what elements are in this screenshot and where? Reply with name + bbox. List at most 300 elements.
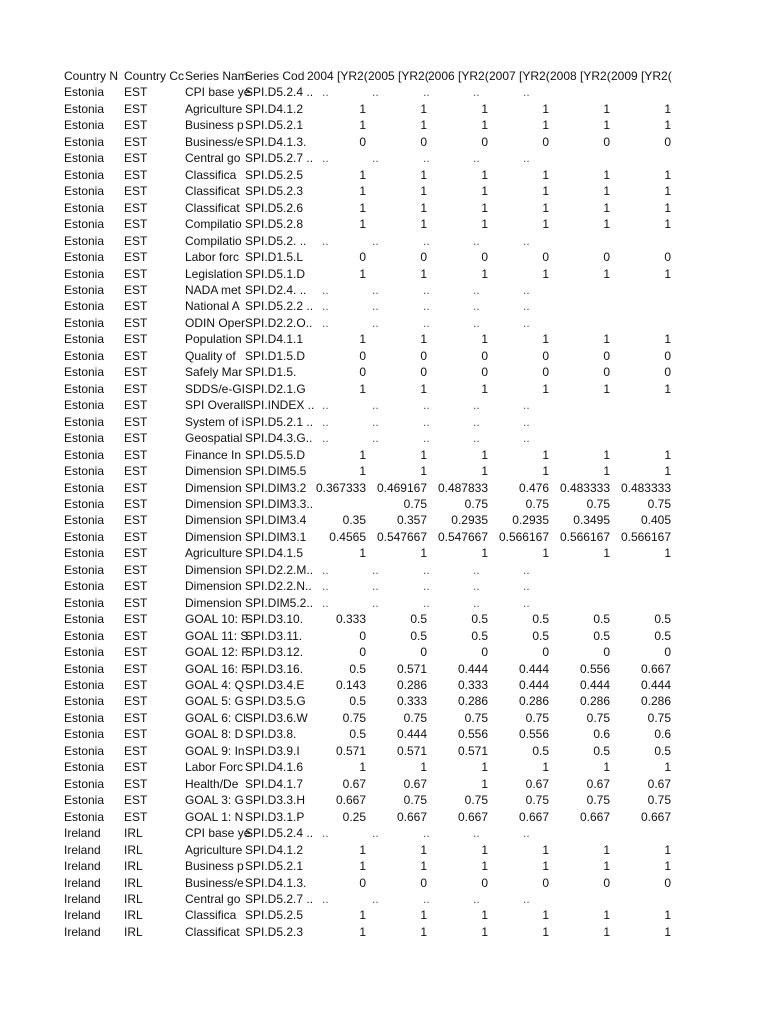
value-cell: 0 [359,365,366,380]
value-cell: 0.5 [349,661,366,676]
country-name-cell: Estonia [64,332,105,347]
value-cell: 1 [481,101,488,116]
missing-value-cell: .. [473,431,480,446]
missing-value-cell: .. [523,315,530,330]
value-cell: 1 [664,546,671,561]
value-cell: 1 [664,332,671,347]
missing-value-cell: .. [372,562,379,577]
country-code-cell: EST [124,365,148,380]
table-row [0,150,768,166]
value-cell: 0 [359,134,366,149]
value-cell: 1 [359,217,366,232]
value-cell: 1 [420,908,427,923]
value-cell: 1 [420,167,427,182]
series-name-cell: Dimension [185,464,242,479]
value-cell: 0.286 [518,694,549,709]
value-cell: 0.2935 [451,513,488,528]
value-cell: 1 [359,101,366,116]
value-cell: 0 [664,365,671,380]
country-name-cell: Estonia [64,266,105,281]
value-cell: 1 [481,217,488,232]
value-cell: 0.75 [525,496,549,511]
value-cell: 1 [603,546,610,561]
series-name-cell: Population [185,332,242,347]
table-row [0,331,768,347]
series-code-cell: SPI.D2.1.G [245,381,306,396]
value-cell: 0.6 [654,727,671,742]
series-code-cell: SPI.D4.1.1 [245,332,304,347]
country-name-cell: Estonia [64,381,105,396]
series-code-cell: SPI.D1.5. [245,365,297,380]
series-name-cell: GOAL 6: Cl [185,710,246,725]
value-cell: 1 [481,184,488,199]
table-row [0,578,768,594]
value-cell: 1 [603,908,610,923]
value-cell: 0.75 [525,793,549,808]
value-cell: 0.143 [335,678,366,693]
value-cell: 0.35 [342,513,366,528]
series-code-cell: SPI.D1.5.D [245,348,306,363]
column-header: Series Nam [185,69,248,83]
missing-value-cell: .. [423,431,430,446]
value-cell: 0.5 [593,743,610,758]
series-code-cell: SPI.DIM5.2.. [245,595,314,610]
missing-value-cell: .. [423,299,430,314]
value-cell: 0 [420,365,427,380]
value-cell: 0.667 [640,809,671,824]
table-row [0,134,768,150]
series-code-cell: SPI.D2.4. .. [245,282,307,297]
missing-value-cell: .. [322,595,329,610]
value-cell: 0 [664,875,671,890]
value-cell: 0 [481,250,488,265]
value-cell: 1 [420,332,427,347]
country-code-cell: EST [124,101,148,116]
value-cell: 1 [359,447,366,462]
value-cell: 1 [664,217,671,232]
missing-value-cell: .. [372,595,379,610]
value-cell: 1 [420,118,427,133]
value-cell: 0 [359,645,366,660]
series-code-cell: SPI.D3.3.H [245,793,306,808]
value-cell: 0 [603,134,610,149]
series-code-cell: SPI.DIM3.2 [245,480,307,495]
value-cell: 0.5 [349,727,366,742]
missing-value-cell: .. [523,826,530,841]
value-cell: 1 [664,266,671,281]
missing-value-cell: .. [372,151,379,166]
value-cell: 0.444 [579,678,610,693]
value-cell: 0 [359,875,366,890]
value-cell: 1 [603,332,610,347]
value-cell: 1 [542,381,549,396]
series-name-cell: Business/e [185,875,244,890]
country-name-cell: Estonia [64,710,105,725]
value-cell: 0.67 [647,776,671,791]
missing-value-cell: .. [523,579,530,594]
column-header: 2007 [YR2( [489,69,550,83]
country-name-cell: Estonia [64,480,105,495]
country-code-cell: EST [124,167,148,182]
value-cell: 1 [542,184,549,199]
value-cell: 0.483333 [620,480,671,495]
value-cell: 0 [542,365,549,380]
country-code-cell: EST [124,381,148,396]
value-cell: 0.75 [403,710,427,725]
value-cell: 0.571 [457,743,488,758]
value-cell: 1 [481,908,488,923]
series-name-cell: GOAL 8: D [185,727,244,742]
value-cell: 0 [481,875,488,890]
country-code-cell: EST [124,546,148,561]
country-code-cell: EST [124,414,148,429]
country-code-cell: EST [124,134,148,149]
value-cell: 0.286 [640,694,671,709]
value-cell: 0.75 [586,710,610,725]
value-cell: 1 [420,200,427,215]
value-cell: 0 [542,134,549,149]
series-code-cell: SPI.D5.2.3 [245,924,304,939]
series-code-cell: SPI.D3.12. [245,645,304,660]
country-code-cell: EST [124,233,148,248]
value-cell: 0.67 [342,776,366,791]
value-cell: 0 [481,134,488,149]
country-name-cell: Estonia [64,595,105,610]
value-cell: 0.667 [579,809,610,824]
missing-value-cell: .. [523,595,530,610]
value-cell: 0.286 [457,694,488,709]
series-code-cell: SPI.D5.2.5 [245,908,304,923]
column-header: 2005 [YR2( [368,69,429,83]
value-cell: 1 [359,381,366,396]
value-cell: 1 [603,381,610,396]
series-name-cell: Dimension [185,579,242,594]
missing-value-cell: .. [372,233,379,248]
value-cell: 1 [542,859,549,874]
missing-value-cell: .. [423,892,430,906]
missing-value-cell: .. [322,579,329,594]
table-row [0,216,768,232]
country-name-cell: Estonia [64,464,105,479]
value-cell: 0.75 [403,793,427,808]
value-cell: 1 [420,101,427,116]
value-cell: 0.571 [396,743,427,758]
series-name-cell: Labor forc [185,250,240,265]
table-row [0,480,768,496]
country-name-cell: Estonia [64,562,105,577]
series-code-cell: SPI.D3.9.I [245,743,300,758]
series-code-cell: SPI.DIM5.5 [245,464,307,479]
series-code-cell: SPI.D4.1.5 [245,546,304,561]
value-cell: 0.357 [396,513,427,528]
country-name-cell: Estonia [64,612,105,627]
country-name-cell: Estonia [64,431,105,446]
series-name-cell: Dimension [185,595,242,610]
value-cell: 0.444 [640,678,671,693]
table-row [0,842,768,858]
country-code-cell: EST [124,727,148,742]
missing-value-cell: .. [322,151,329,166]
column-header: Country N [64,69,119,83]
value-cell: 0.75 [586,793,610,808]
country-name-cell: Ireland [64,859,101,874]
missing-value-cell: .. [423,398,430,413]
value-cell: 0.5 [654,612,671,627]
value-cell: 0.67 [403,776,427,791]
series-code-cell: SPI.D5.2.1 [245,859,304,874]
country-code-cell: EST [124,612,148,627]
series-name-cell: GOAL 1: N [185,809,244,824]
series-code-cell: SPI.D3.16. [245,661,304,676]
missing-value-cell: .. [322,562,329,577]
table-row [0,381,768,397]
series-code-cell: SPI.D3.11. [245,628,303,643]
missing-value-cell: .. [523,892,530,906]
series-name-cell: Classifica [185,908,237,923]
country-code-cell: EST [124,266,148,281]
series-code-cell: SPI.D5.2.1 [245,118,304,133]
country-code-cell: IRL [124,826,143,841]
value-cell: 0.333 [396,694,427,709]
country-name-cell: Estonia [64,776,105,791]
country-name-cell: Estonia [64,167,105,182]
value-cell: 0 [603,348,610,363]
value-cell: 0 [542,250,549,265]
value-cell: 1 [542,924,549,939]
header-row [0,68,768,84]
table-row [0,759,768,775]
country-name-cell: Estonia [64,118,105,133]
value-cell: 1 [481,447,488,462]
table-row [0,545,768,561]
value-cell: 1 [481,859,488,874]
country-name-cell: Estonia [64,282,105,297]
value-cell: 0.667 [396,809,427,824]
value-cell: 1 [481,760,488,775]
series-name-cell: Business p [185,859,244,874]
country-code-cell: EST [124,678,148,693]
table-row [0,907,768,923]
value-cell: 1 [481,167,488,182]
value-cell: 1 [542,266,549,281]
value-cell: 0 [359,348,366,363]
value-cell: 1 [542,217,549,232]
series-name-cell: Health/De [185,776,239,791]
series-code-cell: SPI.DIM3.4 [245,513,307,528]
missing-value-cell: .. [523,299,530,314]
country-code-cell: EST [124,398,148,413]
missing-value-cell: .. [322,431,329,446]
value-cell: 1 [542,332,549,347]
value-cell: 1 [359,464,366,479]
country-code-cell: EST [124,628,148,643]
series-name-cell: GOAL 5: G [185,694,244,709]
value-cell: 0.444 [457,661,488,676]
value-cell: 1 [481,118,488,133]
series-name-cell: Classificat [185,200,240,215]
country-code-cell: EST [124,694,148,709]
country-code-cell: EST [124,151,148,166]
country-code-cell: IRL [124,859,143,874]
series-name-cell: Geospatial [185,431,243,446]
missing-value-cell: .. [473,151,480,166]
series-code-cell: SPI.D4.1.6 [245,760,304,775]
series-name-cell: ODIN Oper [185,315,246,330]
series-code-cell: SPI.D5.5.D [245,447,306,462]
series-name-cell: Legislation [185,266,243,281]
missing-value-cell: .. [523,151,530,166]
country-name-cell: Estonia [64,793,105,808]
value-cell: 1 [664,924,671,939]
value-cell: 0.556 [518,727,549,742]
value-cell: 1 [359,266,366,281]
value-cell: 1 [359,546,366,561]
value-cell: 0.5 [593,612,610,627]
value-cell: 0.556 [579,661,610,676]
missing-value-cell: .. [372,282,379,297]
value-cell: 1 [542,760,549,775]
value-cell: 0.667 [640,661,671,676]
country-name-cell: Estonia [64,809,105,824]
value-cell: 0.75 [464,496,488,511]
country-name-cell: Estonia [64,760,105,775]
value-cell: 1 [359,184,366,199]
series-code-cell: SPI.D5.2.3 [245,184,304,199]
value-cell: 0.75 [586,496,610,511]
value-cell: 1 [603,217,610,232]
value-cell: 0.571 [396,661,427,676]
value-cell: 1 [664,760,671,775]
country-name-cell: Estonia [64,200,105,215]
missing-value-cell: .. [523,398,530,413]
country-code-cell: EST [124,431,148,446]
table-row [0,101,768,117]
value-cell: 1 [603,924,610,939]
country-code-cell: EST [124,118,148,133]
table-row [0,924,768,940]
country-name-cell: Estonia [64,546,105,561]
table-row [0,298,768,314]
value-cell: 1 [664,118,671,133]
country-code-cell: EST [124,595,148,610]
country-code-cell: EST [124,562,148,577]
missing-value-cell: .. [322,282,329,297]
series-name-cell: Agriculture [185,101,243,116]
missing-value-cell: .. [322,398,329,413]
missing-value-cell: .. [523,282,530,297]
series-name-cell: Compilatio [185,217,242,232]
missing-value-cell: .. [473,595,480,610]
value-cell: 1 [481,381,488,396]
country-code-cell: EST [124,579,148,594]
country-name-cell: Estonia [64,250,105,265]
value-cell: 0 [420,250,427,265]
value-cell: 0 [603,645,610,660]
series-name-cell: NADA met [185,282,242,297]
missing-value-cell: .. [473,826,480,841]
series-name-cell: Classificat [185,924,240,939]
table-row [0,776,768,792]
country-code-cell: EST [124,348,148,363]
country-name-cell: Estonia [64,101,105,116]
table-row [0,200,768,216]
value-cell: 0.566167 [498,529,549,544]
table-row [0,364,768,380]
value-cell: 1 [664,859,671,874]
value-cell: 0.566167 [559,529,610,544]
table-row [0,282,768,298]
missing-value-cell: .. [372,826,379,841]
table-row [0,414,768,430]
table-row [0,84,768,100]
country-code-cell: IRL [124,842,143,857]
table-row [0,496,768,512]
value-cell: 0 [481,348,488,363]
missing-value-cell: .. [372,85,379,100]
series-name-cell: System of i [185,414,245,429]
value-cell: 1 [542,200,549,215]
country-code-cell: EST [124,250,148,265]
value-cell: 1 [481,546,488,561]
value-cell: 0.75 [403,496,427,511]
column-header: 2004 [YR2( [307,69,368,83]
missing-value-cell: .. [322,299,329,314]
value-cell: 1 [664,167,671,182]
series-code-cell: SPI.D4.1.2 [245,842,304,857]
value-cell: 0.444 [518,661,549,676]
series-name-cell: Agriculture [185,546,243,561]
value-cell: 1 [603,842,610,857]
value-cell: 1 [542,447,549,462]
missing-value-cell: .. [423,826,430,841]
table-row [0,512,768,528]
value-cell: 1 [603,200,610,215]
value-cell: 1 [420,760,427,775]
missing-value-cell: .. [372,398,379,413]
series-name-cell: Compilatio [185,233,242,248]
country-name-cell: Estonia [64,85,105,100]
value-cell: 1 [664,464,671,479]
country-name-cell: Estonia [64,233,105,248]
value-cell: 0.75 [647,496,671,511]
country-name-cell: Estonia [64,678,105,693]
column-header: Country Cc [124,69,185,83]
table-row [0,726,768,742]
value-cell: 1 [664,447,671,462]
value-cell: 1 [359,859,366,874]
value-cell: 0 [664,134,671,149]
missing-value-cell: .. [423,579,430,594]
country-name-cell: Estonia [64,579,105,594]
value-cell: 1 [359,908,366,923]
missing-value-cell: .. [372,431,379,446]
series-name-cell: Central go [185,892,241,906]
value-cell: 1 [481,842,488,857]
value-cell: 0.476 [518,480,549,495]
country-name-cell: Estonia [64,134,105,149]
value-cell: 1 [481,924,488,939]
series-code-cell: SPI.D3.5.G [245,694,306,709]
country-name-cell: Estonia [64,151,105,166]
table-row [0,792,768,808]
series-name-cell: Finance In [185,447,242,462]
table-row [0,825,768,841]
country-name-cell: Ireland [64,875,101,890]
value-cell: 0 [420,875,427,890]
series-code-cell: SPI.D3.8. [245,727,297,742]
country-name-cell: Estonia [64,299,105,314]
series-name-cell: Classifica [185,167,237,182]
